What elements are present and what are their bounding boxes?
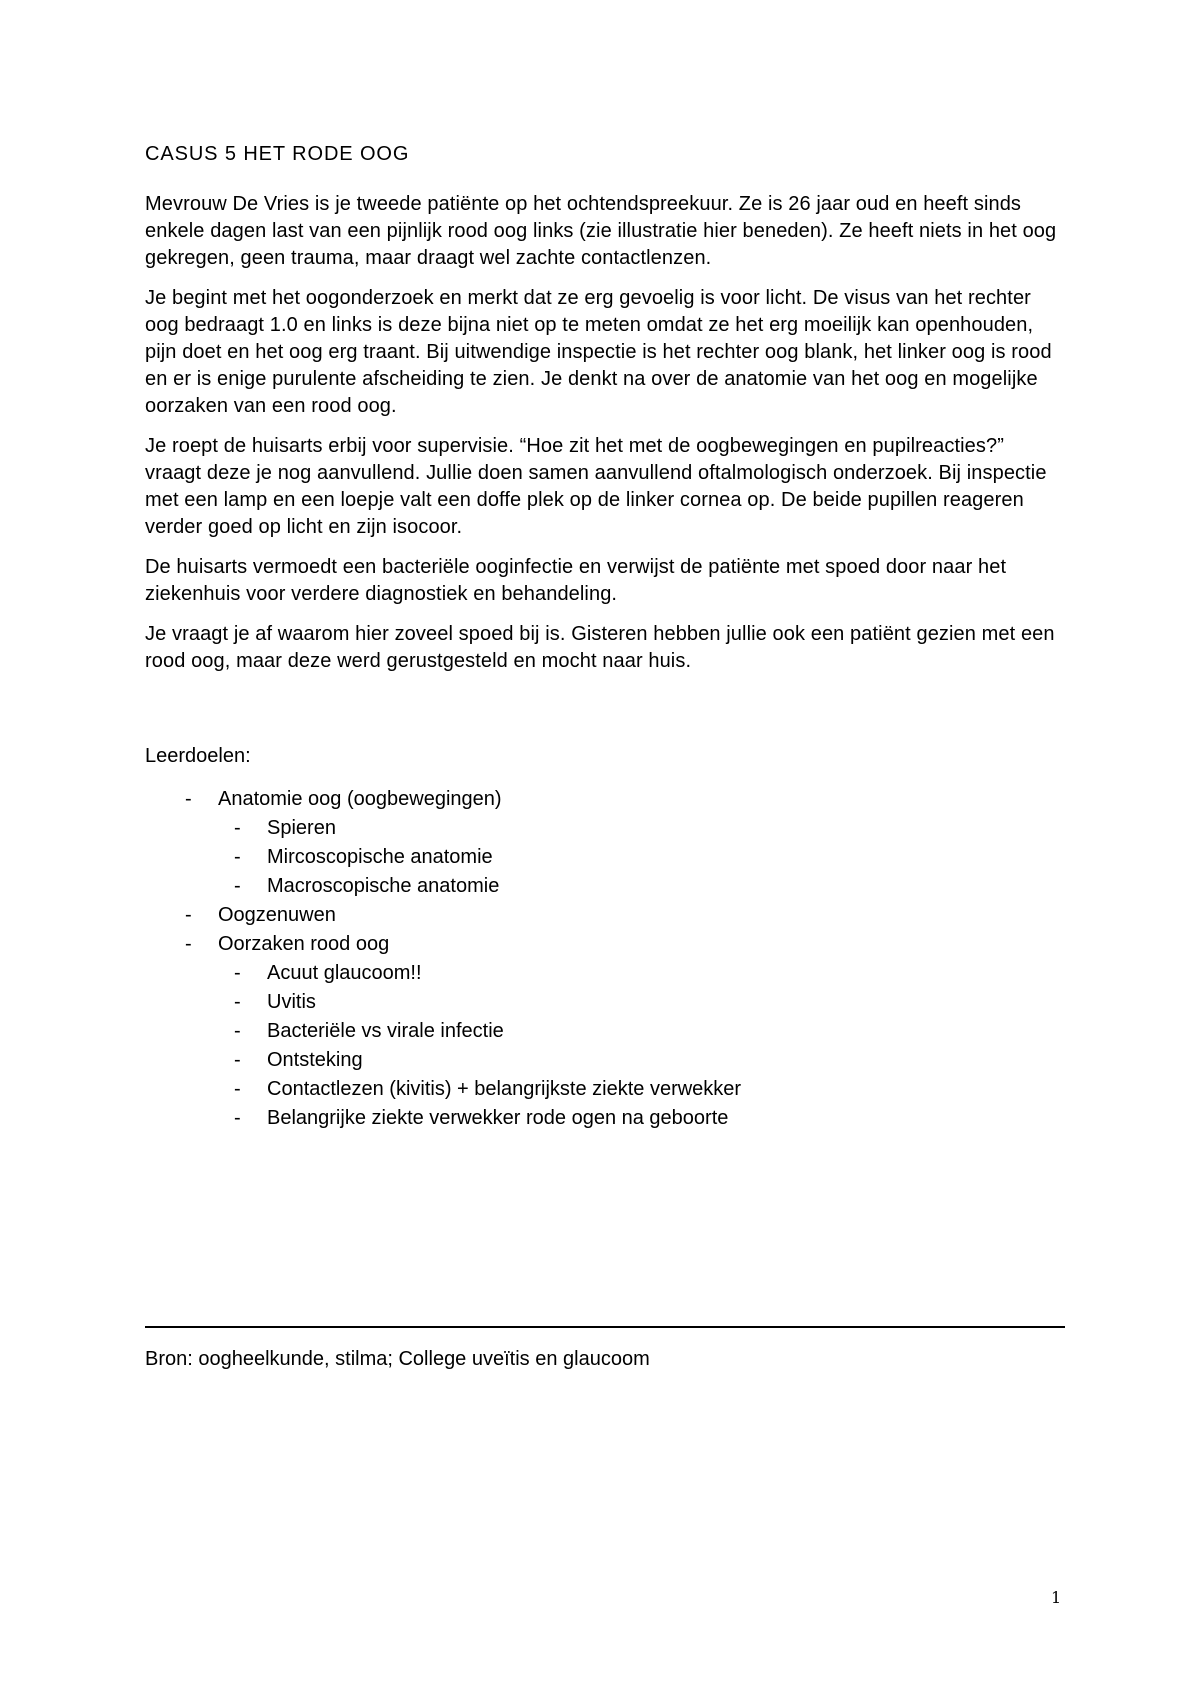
learning-goal-text: Mircoscopische anatomie xyxy=(267,846,493,868)
dash-bullet: - xyxy=(185,904,192,926)
case-paragraph-3: Je roept de huisarts erbij voor supervisie. “Hoe zit het met de oogbewegingen en pupilreacties?” vraagt deze je nog aanvullend. Jullie doen samen aanvullend oftalmologisch onderzoek. Bij inspectie met een lamp en een loepje valt een doffe plek op de linker cornea op. De beide pupillen reageren verder goed op licht en zijn isocoor. xyxy=(145,435,1047,538)
learning-subgoal-item xyxy=(145,843,1065,872)
page-number: 1 xyxy=(1051,1588,1062,1607)
learning-goals-list xyxy=(145,785,1065,1133)
case-paragraph-5: Je vraagt je af waarom hier zoveel spoed bij is. Gisteren hebben jullie ook een patiënt gezien met een rood oog, maar deze werd gerustgesteld en mocht naar huis. xyxy=(145,623,1055,672)
dash-bullet: - xyxy=(234,1107,241,1129)
page-title: CASUS 5 HET RODE OOG xyxy=(145,143,410,165)
learning-goal-text: Acuut glaucoom!! xyxy=(267,962,422,984)
footnote-divider xyxy=(145,1326,1065,1328)
dash-bullet: - xyxy=(234,1078,241,1100)
dash-bullet: - xyxy=(185,788,192,810)
learning-goal-text: Spieren xyxy=(267,817,336,839)
learning-goal-item xyxy=(145,901,1065,930)
learning-goal-text: Oogzenuwen xyxy=(218,904,336,926)
learning-goal-text: Oorzaken rood oog xyxy=(218,933,390,955)
learning-goal-text: Belangrijke ziekte verwekker rode ogen na geboorte xyxy=(267,1107,729,1129)
case-paragraph-1: Mevrouw De Vries is je tweede patiënte op het ochtendspreekuur. Ze is 26 jaar oud en heeft sinds enkele dagen last van een pijnlijk rood oog links (zie illustratie hier beneden). Ze heeft niets in het oog gekregen, geen trauma, maar draagt wel zachte contactlenzen. xyxy=(145,193,1057,269)
learning-goal-text: Bacteriële vs virale infectie xyxy=(267,1020,504,1042)
learning-subgoal-item xyxy=(145,959,1065,988)
learning-subgoal-item xyxy=(145,1017,1065,1046)
learning-goal-item xyxy=(145,930,1065,959)
dash-bullet: - xyxy=(234,846,241,868)
learning-subgoal-item xyxy=(145,1104,1065,1133)
learning-subgoal-item xyxy=(145,1046,1065,1075)
learning-goal-text: Macroscopische anatomie xyxy=(267,875,500,897)
learning-goal-text: Contactlezen (kivitis) + belangrijkste ziekte verwekker xyxy=(267,1078,742,1100)
learning-subgoal-item xyxy=(145,988,1065,1017)
dash-bullet: - xyxy=(234,991,241,1013)
dash-bullet: - xyxy=(234,1049,241,1071)
learning-goals-heading: Leerdoelen: xyxy=(145,745,251,767)
learning-subgoal-item xyxy=(145,814,1065,843)
dash-bullet: - xyxy=(234,1020,241,1042)
dash-bullet: - xyxy=(234,817,241,839)
dash-bullet: - xyxy=(234,962,241,984)
learning-goal-text: Anatomie oog (oogbewegingen) xyxy=(218,788,502,810)
learning-subgoal-item xyxy=(145,872,1065,901)
document-body xyxy=(145,140,1065,1133)
case-paragraph-2: Je begint met het oogonderzoek en merkt dat ze erg gevoelig is voor licht. De visus van het rechter oog bedraagt 1.0 en links is deze bijna niet op te meten omdat ze het erg moeilijk kan openhouden, pijn doet en het oog erg traant. Bij uitwendige inspectie is het rechter oog blank, het linker oog is rood en er is enige purulente afscheiding te zien. Je denkt na over de anatomie van het oog en mogelijke oorzaken van een rood oog. xyxy=(145,287,1052,417)
case-paragraph-4: De huisarts vermoedt een bacteriële ooginfectie en verwijst de patiënte met spoed door naar het ziekenhuis voor verdere diagnostiek en behandeling. xyxy=(145,556,1007,605)
learning-goal-item xyxy=(145,785,1065,814)
source-reference: Bron: oogheelkunde, stilma; College uveïtis en glaucoom xyxy=(145,1348,650,1370)
learning-goal-text: Uvitis xyxy=(267,991,316,1013)
dash-bullet: - xyxy=(185,933,192,955)
dash-bullet: - xyxy=(234,875,241,897)
learning-goal-text: Ontsteking xyxy=(267,1049,363,1071)
learning-subgoal-item xyxy=(145,1075,1065,1104)
